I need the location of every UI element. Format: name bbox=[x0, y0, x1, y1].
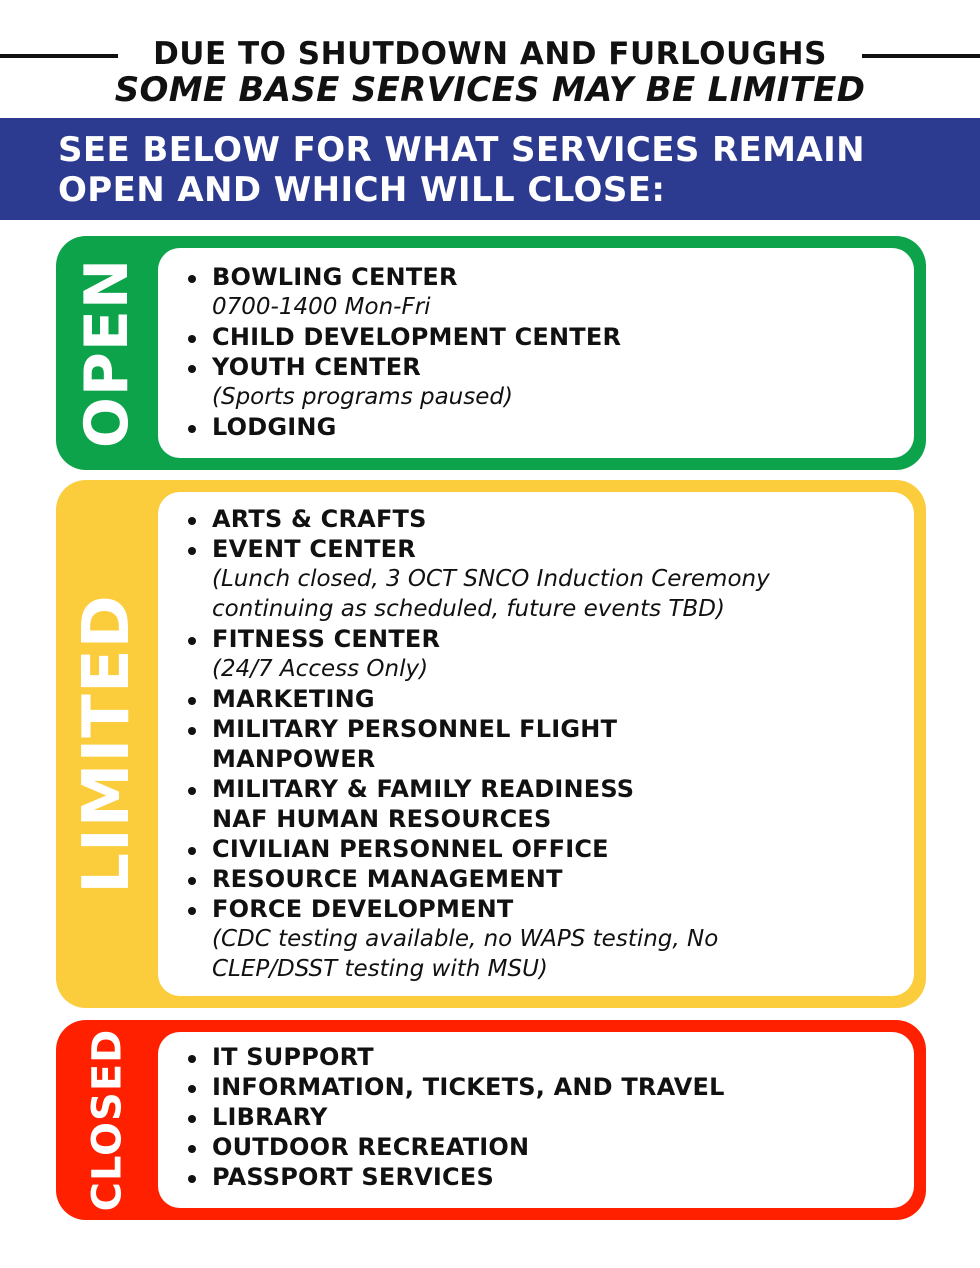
open-panel bbox=[56, 236, 926, 470]
closed-content bbox=[158, 1032, 914, 1208]
closed-list bbox=[186, 1042, 725, 1192]
item-note: continuing as scheduled, future events TBD) bbox=[212, 596, 725, 622]
list-item bbox=[186, 1102, 725, 1132]
list-item bbox=[186, 412, 621, 442]
open-label-column bbox=[56, 236, 158, 470]
list-item bbox=[186, 1042, 725, 1072]
item-name: BOWLING CENTER bbox=[212, 263, 458, 291]
limited-content bbox=[158, 492, 914, 996]
item-name: LODGING bbox=[212, 413, 337, 441]
item-name: CHILD DEVELOPMENT CENTER bbox=[212, 323, 622, 351]
header-title: DUE TO SHUTDOWN AND FURLOUGHS bbox=[153, 36, 827, 72]
item-name: FITNESS CENTER bbox=[212, 625, 441, 653]
list-item bbox=[186, 352, 621, 412]
item-note: (Sports programs paused) bbox=[212, 384, 513, 410]
item-note: CLEP/DSST testing with MSU) bbox=[212, 956, 548, 982]
item-name: MARKETING bbox=[212, 685, 375, 713]
open-content bbox=[158, 248, 914, 458]
item-note: (24/7 Access Only) bbox=[212, 656, 429, 682]
item-name: EVENT CENTER bbox=[212, 535, 416, 563]
closed-label-column bbox=[56, 1020, 158, 1220]
item-name: MILITARY PERSONNEL FLIGHT bbox=[212, 715, 618, 743]
item-note: 0700-1400 Mon-Fri bbox=[212, 294, 431, 320]
limited-label: LIMITED bbox=[70, 594, 144, 894]
limited-label-column bbox=[56, 480, 158, 1008]
list-item bbox=[186, 894, 770, 984]
item-note: (CDC testing available, no WAPS testing, No bbox=[212, 926, 719, 952]
item-name: INFORMATION, TICKETS, AND TRAVEL bbox=[212, 1073, 725, 1101]
header-rule-right bbox=[862, 54, 980, 58]
list-item bbox=[186, 714, 770, 774]
list-item bbox=[186, 262, 621, 322]
item-name: NAF HUMAN RESOURCES bbox=[212, 805, 552, 833]
item-note: (Lunch closed, 3 OCT SNCO Induction Ceremony bbox=[212, 566, 770, 592]
item-name: IT SUPPORT bbox=[212, 1043, 374, 1071]
item-name: CIVILIAN PERSONNEL OFFICE bbox=[212, 835, 609, 863]
item-name: FORCE DEVELOPMENT bbox=[212, 895, 514, 923]
info-banner bbox=[0, 118, 980, 220]
item-name: YOUTH CENTER bbox=[212, 353, 421, 381]
item-name: MILITARY & FAMILY READINESS bbox=[212, 775, 635, 803]
open-label: OPEN bbox=[72, 257, 142, 449]
closed-label: CLOSED bbox=[84, 1028, 131, 1212]
limited-list bbox=[186, 504, 770, 984]
header-subtitle: SOME BASE SERVICES MAY BE LIMITED bbox=[114, 70, 866, 110]
list-item bbox=[186, 684, 770, 714]
list-item bbox=[186, 834, 770, 864]
list-item bbox=[186, 534, 770, 624]
list-item bbox=[186, 624, 770, 684]
item-name: PASSPORT SERVICES bbox=[212, 1163, 494, 1191]
list-item bbox=[186, 1072, 725, 1102]
list-item bbox=[186, 1162, 725, 1192]
closed-panel bbox=[56, 1020, 926, 1220]
item-name: RESOURCE MANAGEMENT bbox=[212, 865, 563, 893]
list-item bbox=[186, 864, 770, 894]
open-list bbox=[186, 262, 621, 442]
item-name: LIBRARY bbox=[212, 1103, 328, 1131]
item-name: ARTS & CRAFTS bbox=[212, 505, 427, 533]
banner-line-2: OPEN AND WHICH WILL CLOSE: bbox=[58, 170, 666, 210]
item-name: MANPOWER bbox=[212, 745, 376, 773]
list-item bbox=[186, 774, 770, 834]
banner-line-1: SEE BELOW FOR WHAT SERVICES REMAIN bbox=[58, 130, 866, 170]
list-item bbox=[186, 1132, 725, 1162]
item-name: OUTDOOR RECREATION bbox=[212, 1133, 530, 1161]
list-item bbox=[186, 504, 770, 534]
limited-panel bbox=[56, 480, 926, 1008]
list-item bbox=[186, 322, 621, 352]
